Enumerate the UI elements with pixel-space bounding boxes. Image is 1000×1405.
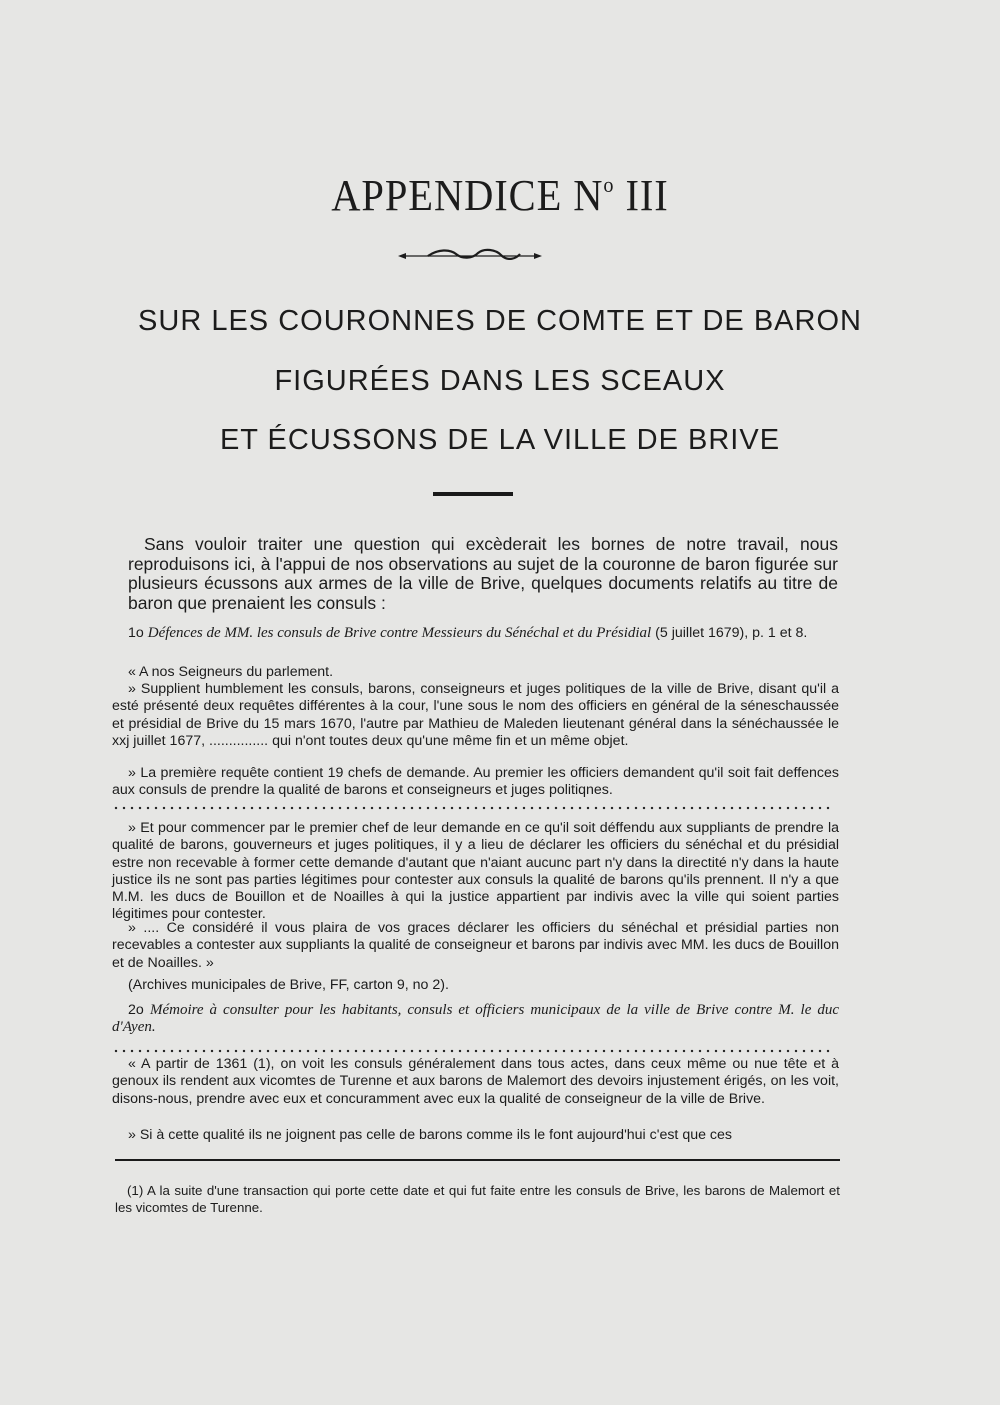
subtitle-line-2: FIGURÉES DANS LES SCEAUX xyxy=(274,365,726,397)
doc1-paragraph-2: » Supplient humblement les consuls, barons, conseigneurs et juges politiques de la ville de Brive, disant qu'il a esté présenté deux requêtes différentes à la cour, l'une sous le nom des officiers en général de la séneschaussée et présidial de Brive du 15 mars 1670, l'autre par Mathieu de Maleden lieutenant général dans la sénéchaussée le xxj juillet 1677, ............... qui n'ont toutes deux qu'une même fin et un même objet. xyxy=(112,681,839,749)
title-degree: o xyxy=(603,172,615,197)
doc1-paragraph-5: » .... Ce considéré il vous plaira de vos graces déclarer les officiers du sénéchal et présidial parties non recevables a contester aux suppliants la qualité de conseigneur et barons par indivis avec MM. les ducs de Bouillon et de Noailles. » xyxy=(112,920,839,971)
doc1-ref: (5 juillet 1679), p. 1 et 8. xyxy=(651,625,808,641)
doc2-paragraph-1: « A partir de 1361 (1), on voit les consuls généralement dans tous actes, dans ceux même ou nue tête et à genoux ils rendent aux vicomtes de Turenne et aux barons de Malemort des devoirs injustement érigés, on les voit, disons-nous, prendre avec eux et concuramment avec eux la qualité de conseigneur de la ville de Brive. xyxy=(112,1056,839,1107)
doc1-number: 1o xyxy=(128,625,148,641)
subtitle-line-3: ET ÉCUSSONS DE LA VILLE DE BRIVE xyxy=(219,424,781,456)
doc1-paragraph-1: « A nos Seigneurs du parlement. xyxy=(128,664,334,680)
doc2-title: Mémoire à consulter pour les habitants, consuls et officiers municipaux de la ville de Brive contre M. le duc d'Ayen. xyxy=(112,1002,839,1036)
ellipsis-dots xyxy=(112,1048,832,1054)
section-rule xyxy=(433,492,513,496)
ornament-divider-icon xyxy=(398,245,542,267)
page-title xyxy=(40,170,960,221)
doc1-source: (Archives municipales de Brive, FF, carton 9, no 2). xyxy=(128,977,449,993)
title-numeral: III xyxy=(614,171,669,220)
doc1-paragraph-3: » La première requête contient 19 chefs de demande. Au premier les officiers demandent qu'il soit fait deffences aux consuls de prendre la qualité de barons et conseigneurs et juges politiqnes. xyxy=(112,765,839,799)
footnote: (1) A la suite d'une transaction qui porte cette date et qui fut faite entre les consuls de Brive, les barons de Malemort et les vicomtes de Turenne. xyxy=(115,1183,840,1215)
doc2-heading xyxy=(112,1002,839,1037)
footnote-rule xyxy=(115,1159,840,1161)
doc1-heading xyxy=(112,625,839,642)
doc1-paragraph-4: » Et pour commencer par le premier chef de leur demande en ce qu'il soit déffendu aux suppliants de prendre la qualité de barons, gouverneurs et juges politiques, il y a lieu de déclarer les officiers du sénéchal et du présidial estre non recevable à former cette demande d'autant que n'aiant aucunc part n'y dans la directité n'y dans la haute justice ils ne sont pas parties légitimes pour contester aux consuls la qualité de barons qu'ils prennent. Il n'y a que M.M. les ducs de Bouillon et de Noailles à qui la justice appartient par indivis avec la ville qui soient parties légitimes pour contester. xyxy=(112,820,839,923)
doc1-title: Défences de MM. les consuls de Brive contre Messieurs du Sénéchal et du Présidial xyxy=(147,625,652,641)
doc2-paragraph-2: » Si à cette qualité ils ne joignent pas celle de barons comme ils le font aujourd'hui c'est que ces xyxy=(128,1127,733,1143)
ellipsis-dots xyxy=(112,805,832,811)
doc2-number: 2o xyxy=(128,1002,150,1018)
subtitle-line-1: SUR LES COURONNES DE COMTE ET DE BARON xyxy=(138,305,862,337)
intro-paragraph: Sans vouloir traiter une question qui excèderait les bornes de notre travail, nous reproduisons ici, à l'appui de nos observations au sujet de la couronne de baron figurée sur plusieurs écussons aux armes de la ville de Brive, quelques documents relatifs au titre de baron que prenaient les consuls : xyxy=(128,534,838,613)
title-main: APPENDICE N xyxy=(331,171,604,220)
